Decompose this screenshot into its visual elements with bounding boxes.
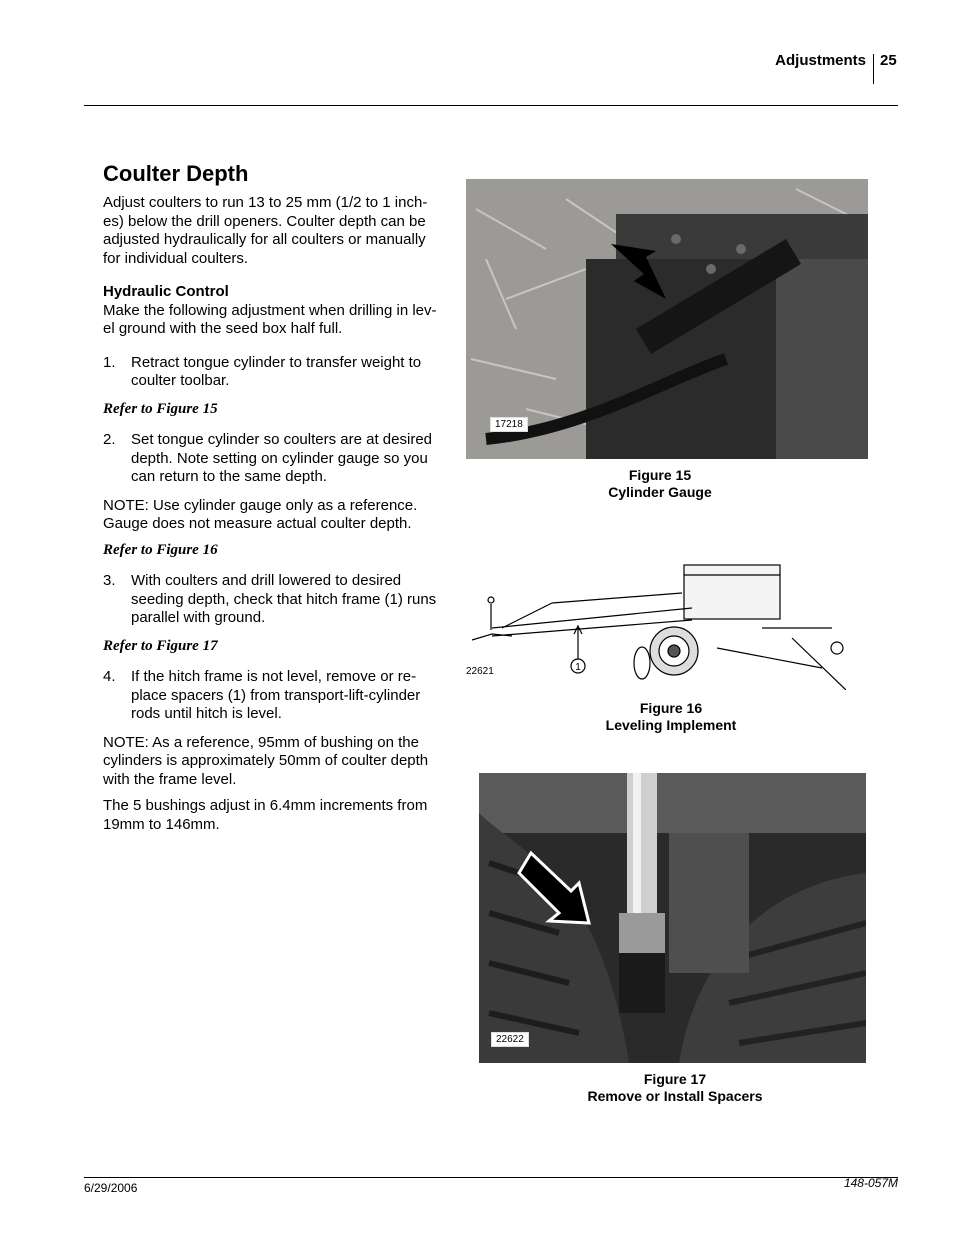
figure-16-callout: 1 bbox=[575, 662, 581, 673]
page-number: 25 bbox=[880, 52, 897, 69]
step-3 bbox=[103, 572, 441, 628]
hydraulic-text: Make the following adjustment when drilling in lev-el ground with the seed box half full. bbox=[103, 301, 437, 337]
header-divider bbox=[873, 54, 874, 84]
ref-figure-15: Refer to Figure 15 bbox=[103, 400, 218, 417]
figure-15-number: Figure 15 bbox=[628, 467, 692, 483]
footer-date: 6/29/2006 bbox=[84, 1181, 138, 1195]
figure-17-id: 22622 bbox=[491, 1032, 529, 1047]
figure-16-id: 22621 bbox=[466, 666, 494, 677]
figure-17-photo bbox=[479, 773, 866, 1063]
note-gauge: NOTE: Use cylinder gauge only as a reference. Gauge does not measure actual coulter depth. bbox=[103, 496, 418, 532]
step-1 bbox=[103, 354, 441, 391]
figure-16-caption bbox=[571, 700, 771, 734]
text-column bbox=[103, 160, 441, 834]
step-2 bbox=[103, 431, 441, 487]
figure-15-id: 17218 bbox=[490, 417, 528, 432]
ref-figure-16: Refer to Figure 16 bbox=[103, 541, 218, 558]
figure-16-number: Figure 16 bbox=[639, 700, 703, 716]
top-rule bbox=[84, 105, 898, 106]
figure-15-caption bbox=[560, 467, 760, 501]
step-number: 2. bbox=[103, 431, 116, 448]
bottom-rule bbox=[84, 1177, 898, 1178]
step-text: Retract tongue cylinder to transfer weight to coulter toolbar. bbox=[131, 353, 422, 389]
intro-paragraph: Adjust coulters to run 13 to 25 mm (1/2 to 1 inch-es) below the drill openers. Coulter depth can be adjusted hydraulically for all coulters or manually for individual coulters. bbox=[103, 194, 428, 267]
page-title: Coulter Depth bbox=[103, 161, 249, 186]
step-text: Set tongue cylinder so coulters are at desired depth. Note setting on cylinder gauge so you can return to the same depth. bbox=[131, 431, 433, 485]
step-text: If the hitch frame is not level, remove or re-place spacers (1) from transport-lift-cylinder rods until hitch is level. bbox=[131, 668, 421, 722]
figure-16-drawing bbox=[462, 548, 846, 690]
ref-figure-17: Refer to Figure 17 bbox=[103, 637, 218, 654]
step-4 bbox=[103, 668, 441, 724]
step-number: 4. bbox=[103, 668, 116, 685]
figure-17-number: Figure 17 bbox=[643, 1071, 707, 1087]
bushings-text: The 5 bushings adjust in 6.4mm increments from 19mm to 146mm. bbox=[103, 797, 428, 833]
figure-17-caption bbox=[575, 1071, 775, 1105]
footer-doc-number: 148-057M bbox=[843, 1176, 898, 1190]
hydraulic-heading: Hydraulic Control bbox=[103, 283, 229, 300]
figure-15-title: Cylinder Gauge bbox=[608, 484, 712, 500]
header-section: Adjustments bbox=[775, 52, 866, 69]
note-bushing: NOTE: As a reference, 95mm of bushing on the cylinders is approximately 50mm of coulter depth with the frame level. bbox=[103, 733, 429, 788]
step-number: 1. bbox=[103, 353, 116, 371]
step-number: 3. bbox=[103, 572, 116, 589]
figure-15-photo bbox=[466, 179, 868, 459]
step-text: With coulters and drill lowered to desired seeding depth, check that hitch frame (1) runs parallel with ground. bbox=[131, 572, 437, 626]
figure-17-title: Remove or Install Spacers bbox=[587, 1088, 763, 1104]
figure-16-title: Leveling Implement bbox=[605, 717, 737, 733]
